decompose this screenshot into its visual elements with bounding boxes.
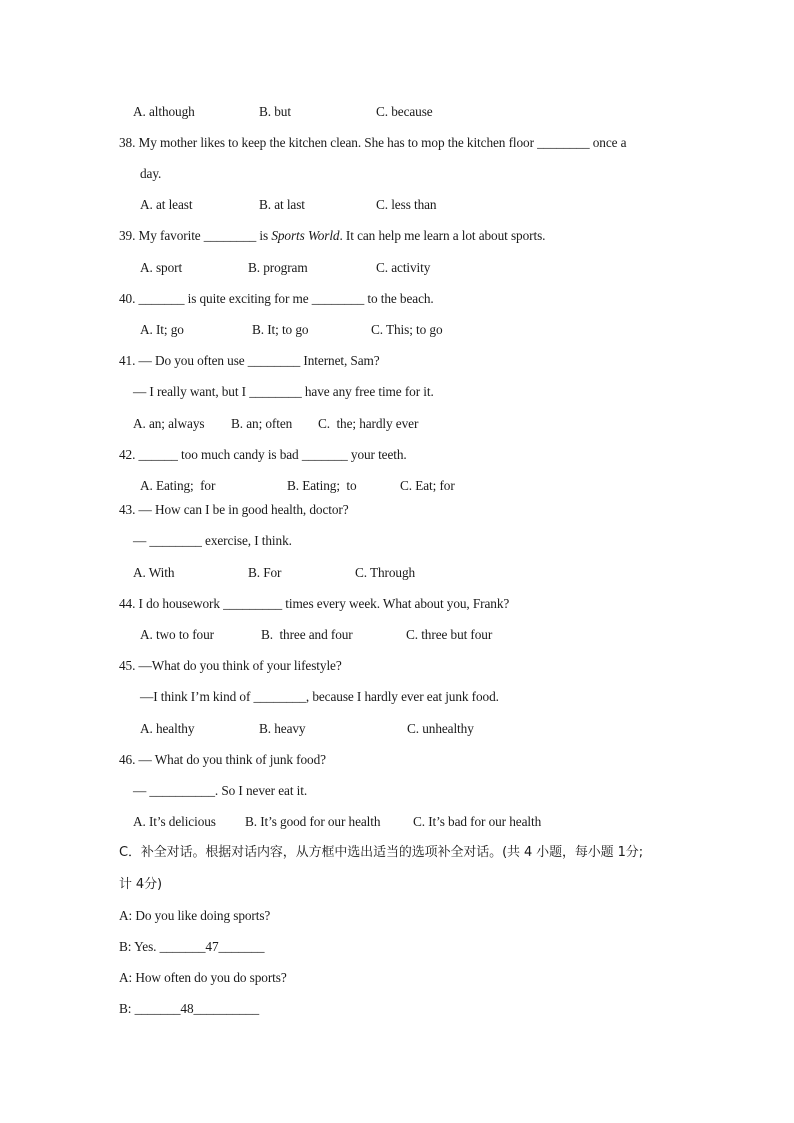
q39-option-c: C. activity [376,260,431,275]
q41-stem: 41. — Do you often use ________ Internet, Sam? [119,353,380,368]
q43-option-a: A. With [133,565,175,580]
dialog-line: A: How often do you do sports? [119,970,287,985]
q43-stem: 43. — How can I be in good health, doctor? [119,502,349,517]
q38-option-c: C. less than [376,197,437,212]
q39-option-b: B. program [248,260,308,275]
q39-stem-post: . It can help me learn a lot about sports. [339,228,546,243]
q39-stem [119,228,545,244]
q40-option-b: B. It; to go [252,322,309,337]
q41-option-a: A. an; always [133,416,205,431]
section-c-instructions-cont: 计 4分) [119,877,162,892]
q45-option-c: C. unhealthy [407,721,474,736]
q41-stem-reply: — I really want, but I ________ have any free time for it. [133,384,434,399]
q37-option-c: C. because [376,104,433,119]
q39-stem-pre: 39. My favorite ________ is [119,228,272,243]
q43-stem-reply: — ________ exercise, I think. [133,533,292,548]
q45-stem: 45. —What do you think of your lifestyle? [119,658,342,673]
q45-option-b: B. heavy [259,721,306,736]
q38-stem-cont: day. [140,166,162,181]
q39-option-a: A. sport [140,260,183,275]
q43-option-c: C. Through [355,565,416,580]
section-c-instructions: C．补全对话。根据对话内容，从方框中选出适当的选项补全对话。(共 4 小题，每小题 1分; [119,845,643,860]
q45-stem-reply: —I think I’m kind of ________, because I hardly ever eat junk food. [140,689,499,704]
q44-option-b: B. three and four [261,627,353,642]
q42-option-b: B. Eating; to [287,478,357,493]
q42-option-a: A. Eating; for [140,478,216,493]
q40-stem: 40. _______ is quite exciting for me ________ to the beach. [119,291,434,306]
q44-option-a: A. two to four [140,627,214,642]
q40-option-a: A. It; go [140,322,184,337]
q46-stem-reply: — __________. So I never eat it. [133,783,308,798]
q45-option-a: A. healthy [140,721,195,736]
q41-option-c: C. the; hardly ever [318,416,419,431]
q46-option-b: B. It’s good for our health [245,814,381,829]
dialog-line: B: _______48__________ [119,1001,260,1016]
q37-option-b: B. but [259,104,291,119]
q44-option-c: C. three but four [406,627,493,642]
q42-option-c: C. Eat; for [400,478,455,493]
dialog-line: A: Do you like doing sports? [119,908,271,923]
q46-stem: 46. — What do you think of junk food? [119,752,326,767]
q46-option-c: C. It’s bad for our health [413,814,542,829]
q39-stem-italic: Sports World [271,228,340,243]
dialog-line: B: Yes. _______47_______ [119,939,265,954]
q38-option-a: A. at least [140,197,193,212]
q41-option-b: B. an; often [231,416,293,431]
q42-stem: 42. ______ too much candy is bad _______ your teeth. [119,447,407,462]
q38-option-b: B. at last [259,197,305,212]
q43-option-b: B. For [248,565,282,580]
q40-option-c: C. This; to go [371,322,443,337]
q37-option-a: A. although [133,104,195,119]
q44-stem: 44. I do housework _________ times every week. What about you, Frank? [119,596,510,611]
q46-option-a: A. It’s delicious [133,814,216,829]
q38-stem: 38. My mother likes to keep the kitchen clean. She has to mop the kitchen floor ________ once a [119,135,627,150]
